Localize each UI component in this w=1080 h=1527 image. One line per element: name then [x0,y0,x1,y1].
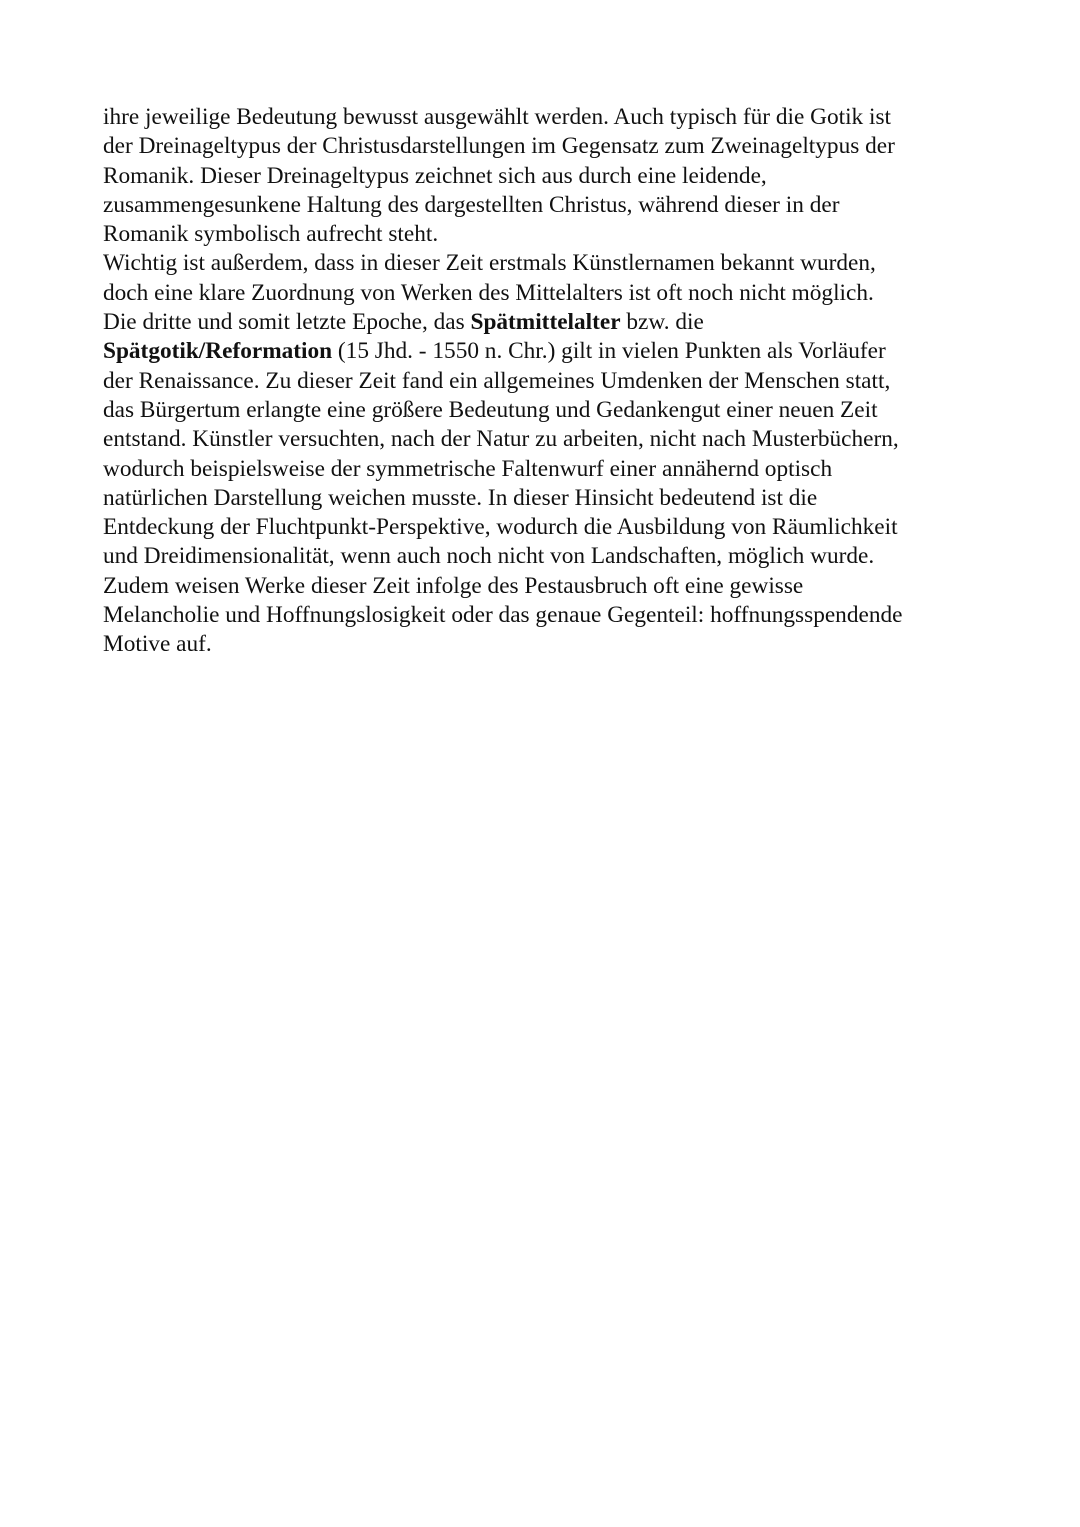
text-line: ihre jeweilige Bedeutung bewusst ausgewählt werden. Auch typisch für die Gotik ist [103,104,892,130]
text-segment: bzw. die [620,309,704,336]
term-spaetmittelalter: Spätmittelalter [470,309,621,336]
text-line: zusammengesunkene Haltung des dargestellten Christus, während dieser in der [103,191,840,218]
body-text [103,103,1003,660]
text-segment: Die dritte und somit letzte Epoche, das [103,309,471,336]
text-segment: (15 Jhd. - 1550 n. Chr.) gilt in vielen Punkten als Vorläufer [332,338,886,365]
text-line: und Dreidimensionalität, wenn auch noch nicht von Landschaften, möglich wurde. [103,543,875,570]
text-line: natürlichen Darstellung weichen musste. In dieser Hinsicht bedeutend ist die [103,484,818,511]
text-line: Melancholie und Hoffnungslosigkeit oder das genaue Gegenteil: hoffnungsspendende [103,602,903,629]
text-line: das Bürgertum erlangte eine größere Bedeutung und Gedankengut einer neuen Zeit [103,396,878,423]
text-line: Romanik. Dieser Dreinageltypus zeichnet sich aus durch eine leidende, [103,162,767,189]
text-line: Romanik symbolisch aufrecht steht. [103,221,439,248]
text-line [103,337,1003,366]
text-line [103,308,1003,337]
text-line: entstand. Künstler versuchten, nach der Natur zu arbeiten, nicht nach Musterbüchern, [103,426,899,453]
term-spaetgotik-reformation: Spätgotik/Reformation [103,338,333,365]
text-line: Zudem weisen Werke dieser Zeit infolge des Pestausbruch oft eine gewisse [103,572,804,599]
text-line: der Renaissance. Zu dieser Zeit fand ein allgemeines Umdenken der Menschen statt, [103,367,891,394]
text-line: wodurch beispielsweise der symmetrische Faltenwurf einer annähernd optisch [103,455,833,482]
text-line: doch eine klare Zuordnung von Werken des Mittelalters ist oft noch nicht möglich. [103,279,874,306]
text-line: Wichtig ist außerdem, dass in dieser Zeit erstmals Künstlernamen bekannt wurden, [103,250,876,277]
text-line: Entdeckung der Fluchtpunkt-Perspektive, wodurch die Ausbildung von Räumlichkeit [103,514,898,541]
text-line: Motive auf. [103,631,212,658]
text-line: der Dreinageltypus der Christusdarstellungen im Gegensatz zum Zweinageltypus der [103,133,895,160]
